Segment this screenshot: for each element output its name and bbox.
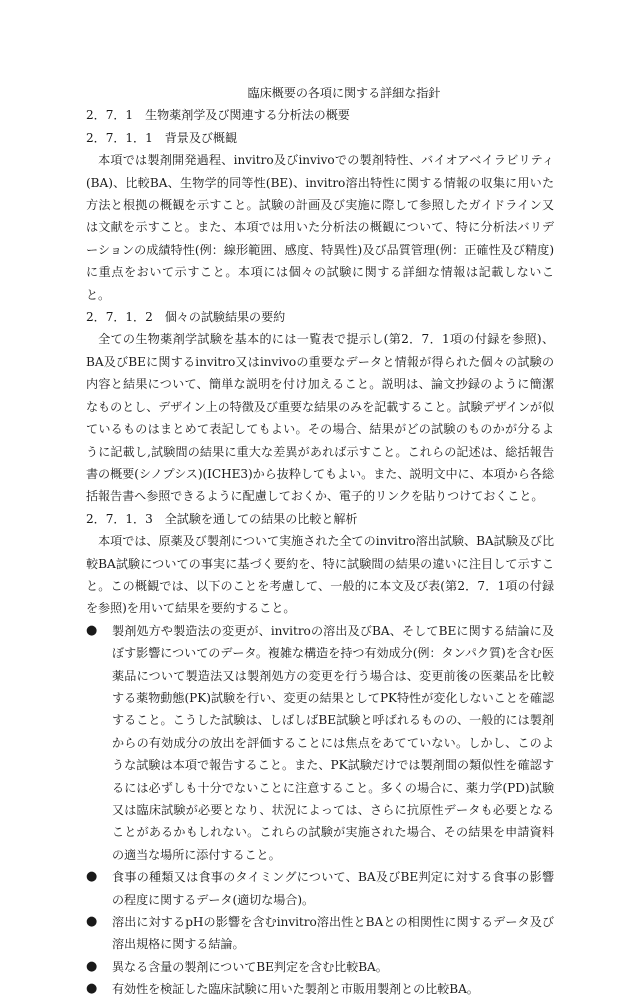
list-item (86, 978, 554, 1000)
document-title: 臨床概要の各項に関する詳細な指針 (247, 86, 441, 100)
section-heading: 2．7．1．1 背景及び概観 (86, 130, 238, 145)
section-2-7-1 (86, 104, 554, 126)
section-heading: 2．7．1 生物薬剤学及び関連する分析法の概要 (86, 108, 350, 123)
paragraph: 本項では、原薬及び製剤について実施された全てのinvitro溶出試験、BA試験及び比較BA試験についての事実に基づく要約を、特に試験間の結果の違いに注目して示すこと。この概観では、以下のことを考慮して、一般的に本文及び表(第2．7．1項の付録を参照)を用いて結果を要約すること。 (86, 534, 554, 616)
list-item-text: 有効性を検証した臨床試験に用いた製剤と市販用製剤との比較BA。 (112, 982, 479, 997)
list-item (86, 620, 554, 866)
bullet-icon: ● (86, 981, 98, 997)
list-item-text: 食事の種類又は食事のタイミングについて、BA及びBE判定に対する食事の影響の程度に関するデータ(適切な場合)。 (112, 870, 554, 907)
bullet-icon: ● (86, 622, 98, 638)
section-2-7-1-2 (86, 306, 554, 508)
bullet-icon: ● (86, 869, 98, 885)
section-2-7-1-1 (86, 127, 554, 306)
paragraph: 本項では製剤開発過程、invitro及びinvivoでの製剤特性、バイオアベイラビリティ(BA)、比較BA、生物学的同等性(BE)、invitro溶出特性に関する情報の収集に用いた方法と根拠の概観を示すこと。試験の計画及び実施に際して参照したガイドライン又は文献を示すこと。また、本項では用いた分析法の概観について、特に分析法バリデーションの成績特性(例：線形範囲、感度、特異性)及び品質管理(例：正確性及び精度)に重点をおいて示すこと。本項には個々の試験に関する詳細な情報は記載しないこと。 (86, 153, 554, 302)
section-heading: 2．7．1．3 全試験を通しての結果の比較と解析 (86, 511, 358, 526)
list-item (86, 911, 554, 956)
list-item-text: 異なる含量の製剤についてBE判定を含む比較BA。 (112, 959, 388, 974)
bullet-icon: ● (86, 914, 98, 930)
section-2-7-1-3 (86, 508, 554, 620)
document-page (86, 82, 554, 1001)
list-item-text: 溶出に対するpHの影響を含むinvitro溶出性とBAとの相関性に関するデータ及び溶出規格に関する結論。 (112, 915, 554, 952)
list-item (86, 866, 554, 911)
section-heading: 2．7．1．2 個々の試験結果の要約 (86, 310, 286, 325)
bullet-icon: ● (86, 958, 98, 974)
list-item-text: 製剤処方や製造法の変更が、invitroの溶出及びBA、そしてBEに関する結論に及ぼす影響についてのデータ。複雑な構造を持つ有効成分(例：タンパク質)を含む医薬品について製造法又は製剤処方の変更を行う場合は、変更前後の医薬品を比較する薬物動態(PK)試験を行い、変更の結果としてPK特性が変化しないことを確認すること。こうした試験は、しばしばBE試験と呼ばれるものの、一般的には製剤からの有効成分の放出を評価することには焦点をあてていない。しかし、このような試験は本項で報告すること。また、PK試験だけでは製剤間の類似性を確認するには必ずしも十分でないことに注意すること。多くの場合に、薬力学(PD)試験又は臨床試験が必要となり、状況によっては、さらに抗原性データも必要となることがあるかもしれない。これらの試験が実施された場合、その結果を申請資料の適当な場所に添付すること。 (112, 623, 554, 862)
list-item (86, 956, 554, 978)
paragraph: 全ての生物薬剤学試験を基本的には一覧表で提示し(第2．7．1項の付録を参照)、BA及びBEに関するinvitro又はinvivoの重要なデータと情報が得られた個々の試験の内容と結果について、簡単な説明を付け加えること。説明は、論文抄録のように簡潔なものとし、デザイン上の特徴及び重要な結果のみを記載すること。試験デザインが似ているものはまとめて表記してもよい。その場合、結果がどの試験のものかが分るように記載し,試験間の結果に重大な差異があれば示すこと。これらの記述は、総括報告書の概要(シノプシス)(ICHE3)から抜粋してもよい。また、説明文中に、本項から各総括報告書へ参照できるように配慮しておくか、電子的リンクを貼りつけておくこと。 (86, 332, 555, 504)
bullet-list (86, 620, 554, 1001)
